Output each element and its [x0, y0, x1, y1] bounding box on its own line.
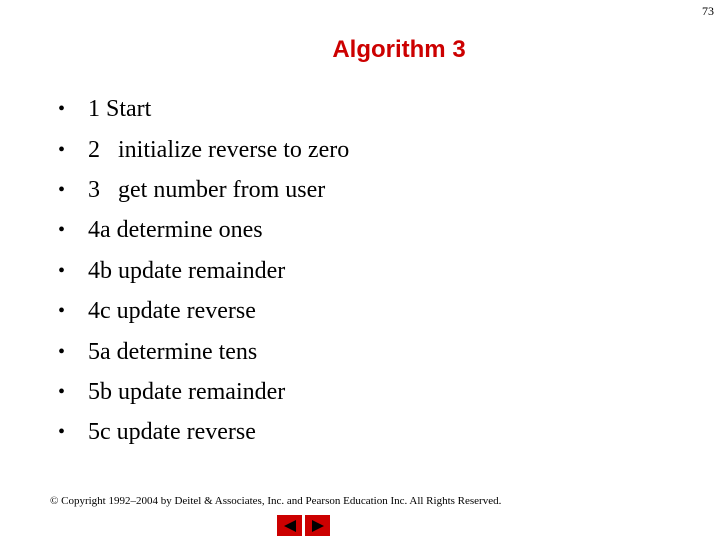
step-text: 5b update remainder: [88, 378, 286, 405]
bullet-icon: •: [58, 219, 66, 242]
list-item: [58, 372, 349, 412]
list-item: [58, 129, 349, 169]
step-text: 4c update reverse: [88, 298, 256, 325]
list-item: [58, 170, 349, 210]
step-text: 5c update reverse: [88, 419, 256, 446]
next-slide-button[interactable]: [305, 515, 330, 536]
step-text: 4a determine ones: [88, 217, 263, 244]
step-text: 1 Start: [88, 96, 152, 123]
bullet-icon: •: [58, 259, 66, 282]
step-text: 4b update remainder: [88, 257, 286, 284]
step-text: 3 get number from user: [88, 176, 326, 203]
list-item: [58, 412, 349, 452]
slide-navigation: [277, 515, 330, 536]
previous-slide-button[interactable]: [277, 515, 302, 536]
bullet-icon: •: [58, 421, 66, 444]
bullet-icon: •: [58, 138, 66, 161]
step-text: 2 initialize reverse to zero: [88, 136, 350, 163]
bullet-icon: •: [58, 178, 66, 201]
algorithm-steps: [58, 89, 349, 453]
step-text: 5a determine tens: [88, 338, 258, 365]
list-item: [58, 291, 349, 331]
bullet-icon: •: [58, 340, 66, 363]
list-item: [58, 210, 349, 250]
list-item: [58, 89, 349, 129]
bullet-icon: •: [58, 98, 66, 121]
triangle-left-icon: [280, 518, 300, 534]
bullet-icon: •: [58, 300, 66, 323]
page-number: 73: [702, 4, 714, 18]
bullet-icon: •: [58, 380, 66, 403]
list-item: [58, 331, 349, 371]
triangle-right-icon: [308, 518, 328, 534]
copyright-notice: © Copyright 1992–2004 by Deitel & Associates, Inc. and Pearson Education Inc. All Rights Reserved.: [50, 495, 502, 507]
list-item: [58, 251, 349, 291]
slide-title: Algorithm 3: [332, 36, 466, 63]
